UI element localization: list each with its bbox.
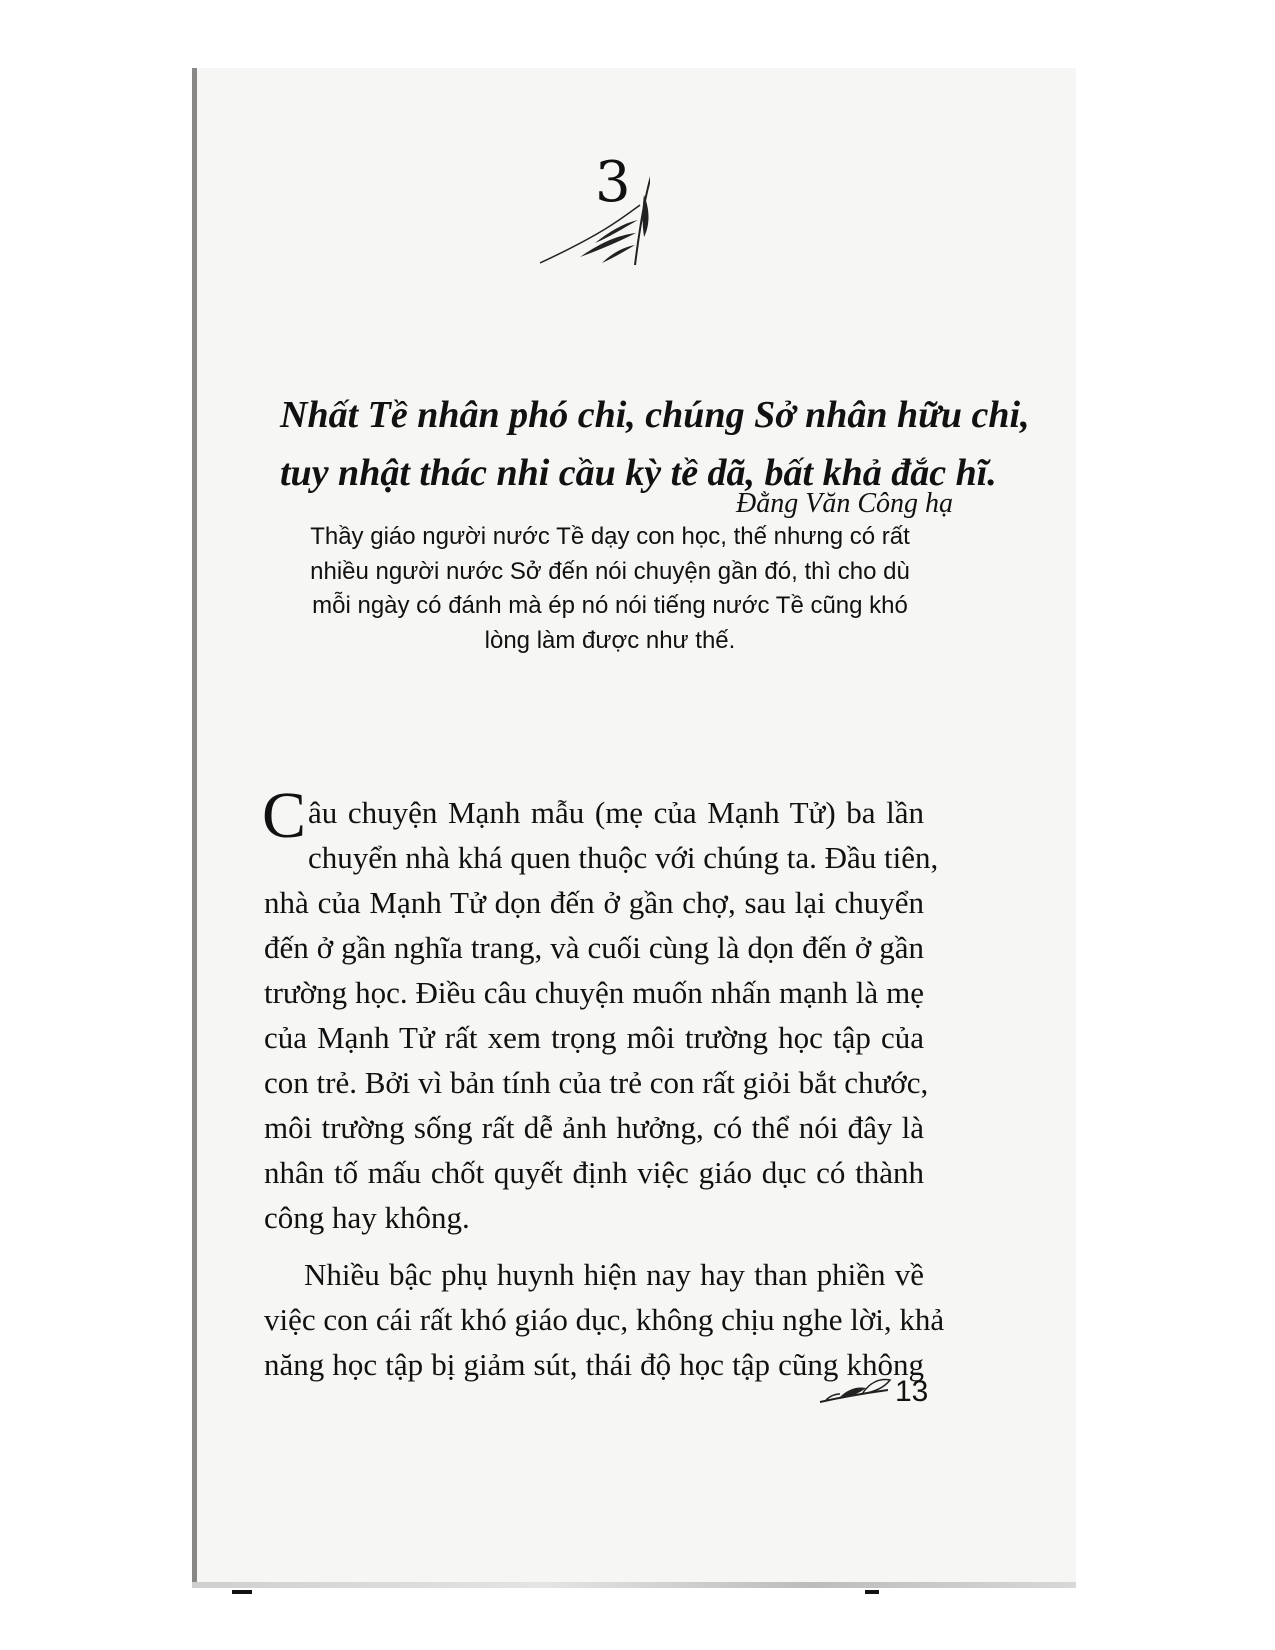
- paragraph: [264, 1252, 945, 1387]
- body-line: trường học. Điều câu chuyện muốn nhấn mạnh là mẹ: [264, 975, 924, 1010]
- epigraph-translation: [280, 520, 940, 658]
- bamboo-leaf-icon: [540, 165, 650, 275]
- epigraph-line: tuy nhật thác nhi cầu kỳ tề dã, bất khả đắc hĩ.: [280, 452, 997, 494]
- epigraph-quote: [280, 386, 1030, 502]
- translation-line: Thầy giáo người nước Tề dạy con học, thế nhưng có rất: [310, 523, 910, 550]
- body-text: [262, 779, 945, 1387]
- body-line: nhân tố mấu chốt quyết định việc giáo dục có thành: [264, 1155, 924, 1190]
- epigraph-source: Đằng Văn Công hạ: [736, 488, 953, 519]
- translation-line: mỗi ngày có đánh mà ép nó nói tiếng nước Tề cũng khó: [312, 592, 908, 619]
- body-line: con trẻ. Bởi vì bản tính của trẻ con rất giỏi bắt chước,: [264, 1065, 929, 1100]
- body-line: việc con cái rất khó giáo dục, không chịu nghe lời, khả: [264, 1302, 945, 1337]
- body-line: đến ở gần nghĩa trang, và cuối cùng là dọn đến ở gần: [264, 930, 924, 965]
- book-spine-edge: [192, 68, 197, 1588]
- body-line: môi trường sống rất dễ ảnh hưởng, có thể nói đây là: [264, 1110, 924, 1145]
- page-number: 13: [895, 1375, 929, 1408]
- body-line: âu chuyện Mạnh mẫu (mẹ của Mạnh Tử) ba lần: [308, 795, 924, 830]
- drop-cap: C: [262, 779, 307, 852]
- body-line: của Mạnh Tử rất xem trọng môi trường học tập của: [264, 1020, 924, 1055]
- translation-line: lòng làm được như thế.: [484, 626, 736, 654]
- body-line: chuyển nhà khá quen thuộc với chúng ta. Đầu tiên,: [308, 840, 939, 875]
- chapter-number: 3: [595, 150, 631, 215]
- paragraph: [262, 779, 939, 1240]
- body-line: nhà của Mạnh Tử dọn đến ở gần chợ, sau lại chuyển: [264, 885, 924, 920]
- scan-mark: [865, 1590, 879, 1594]
- epigraph-line: Nhất Tề nhân phó chi, chúng Sở nhân hữu chi,: [280, 394, 1030, 436]
- scan-mark: [232, 1590, 252, 1594]
- body-line: công hay không.: [264, 1200, 470, 1235]
- translation-line: nhiều người nước Sở đến nói chuyện gần đó, thì cho dù: [310, 557, 910, 585]
- page-bottom-edge: [192, 1582, 1076, 1588]
- page-ornament-icon: [818, 1372, 894, 1408]
- body-line: Nhiều bậc phụ huynh hiện nay hay than phiền về: [304, 1257, 924, 1292]
- body-line: năng học tập bị giảm sút, thái độ học tập cũng không: [264, 1347, 924, 1382]
